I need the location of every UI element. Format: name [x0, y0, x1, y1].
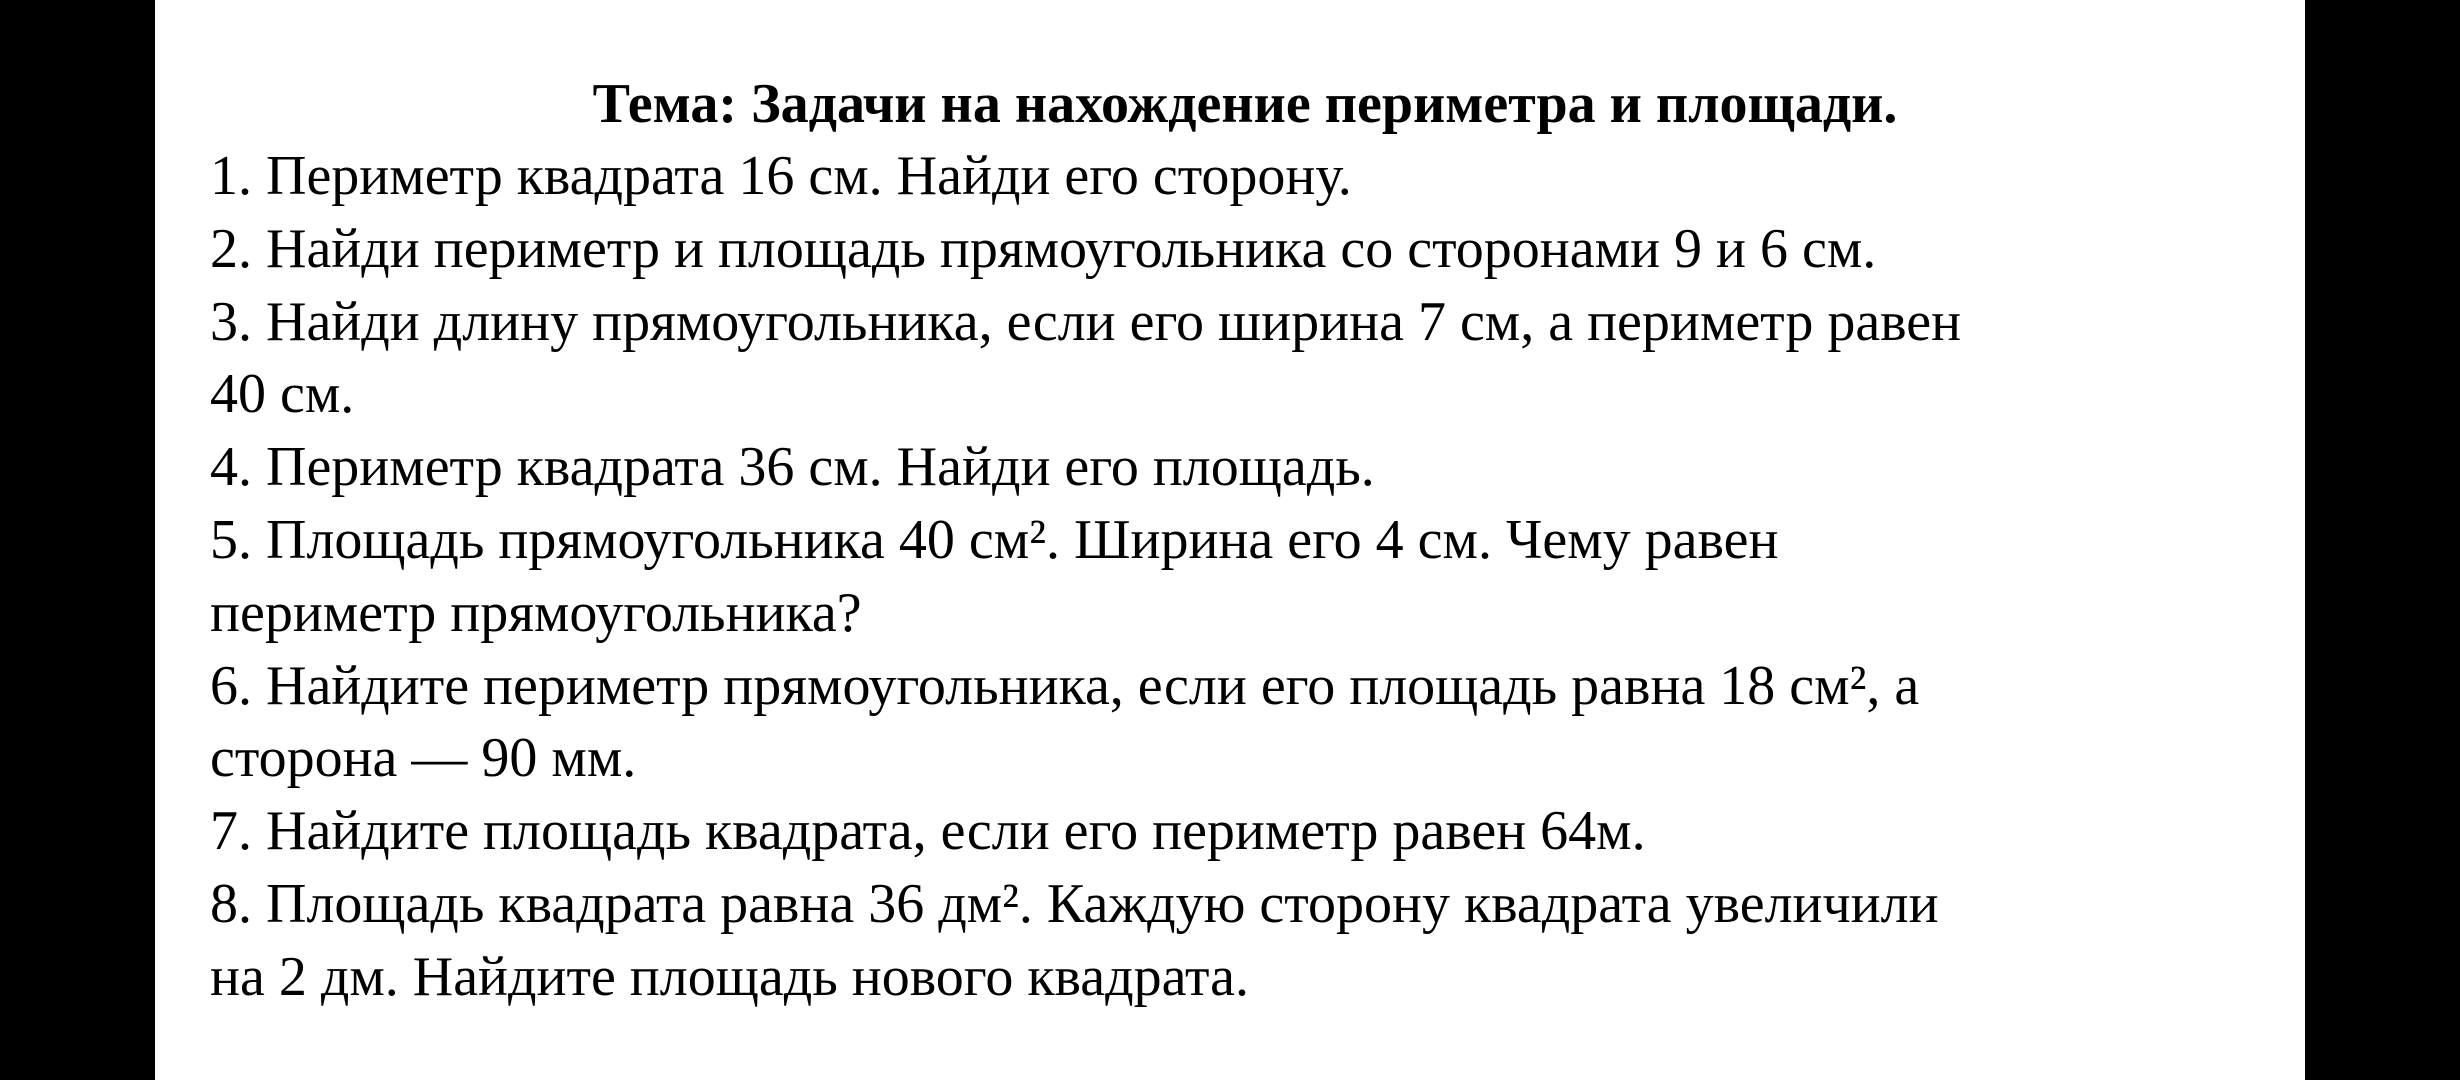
task-list [155, 140, 2270, 1014]
task-line: 5. Площадь прямоугольника 40 см². Ширина его 4 см. Чему равен [210, 508, 1779, 571]
document-page [155, 0, 2305, 1080]
task-line: 7. Найдите площадь квадрата, если его периметр равен 64м. [210, 800, 1646, 863]
task-line: 6. Найдите периметр прямоугольника, если его площадь равна 18 см², а [210, 654, 1920, 717]
task-line: на 2 дм. Найдите площадь нового квадрата. [210, 945, 1250, 1008]
task-line: 3. Найди длину прямоугольника, если его ширина 7 см, а периметр равен [210, 290, 1962, 353]
task-line: периметр прямоугольника? [210, 581, 862, 644]
document-title: Тема: Задачи на нахождение периметра и площади. [592, 73, 1898, 135]
task-line: 40 см. [210, 363, 355, 426]
task-line: 2. Найди периметр и площадь прямоугольника со сторонами 9 и 6 см. [210, 217, 1877, 280]
task-line: сторона — 90 мм. [210, 727, 637, 790]
task-line: 4. Периметр квадрата 36 см. Найди его площадь. [210, 436, 1375, 499]
task-line: 1. Периметр квадрата 16 см. Найди его сторону. [210, 145, 1352, 207]
task-line: 8. Площадь квадрата равна 36 дм². Каждую сторону квадрата увеличили [210, 872, 1939, 935]
